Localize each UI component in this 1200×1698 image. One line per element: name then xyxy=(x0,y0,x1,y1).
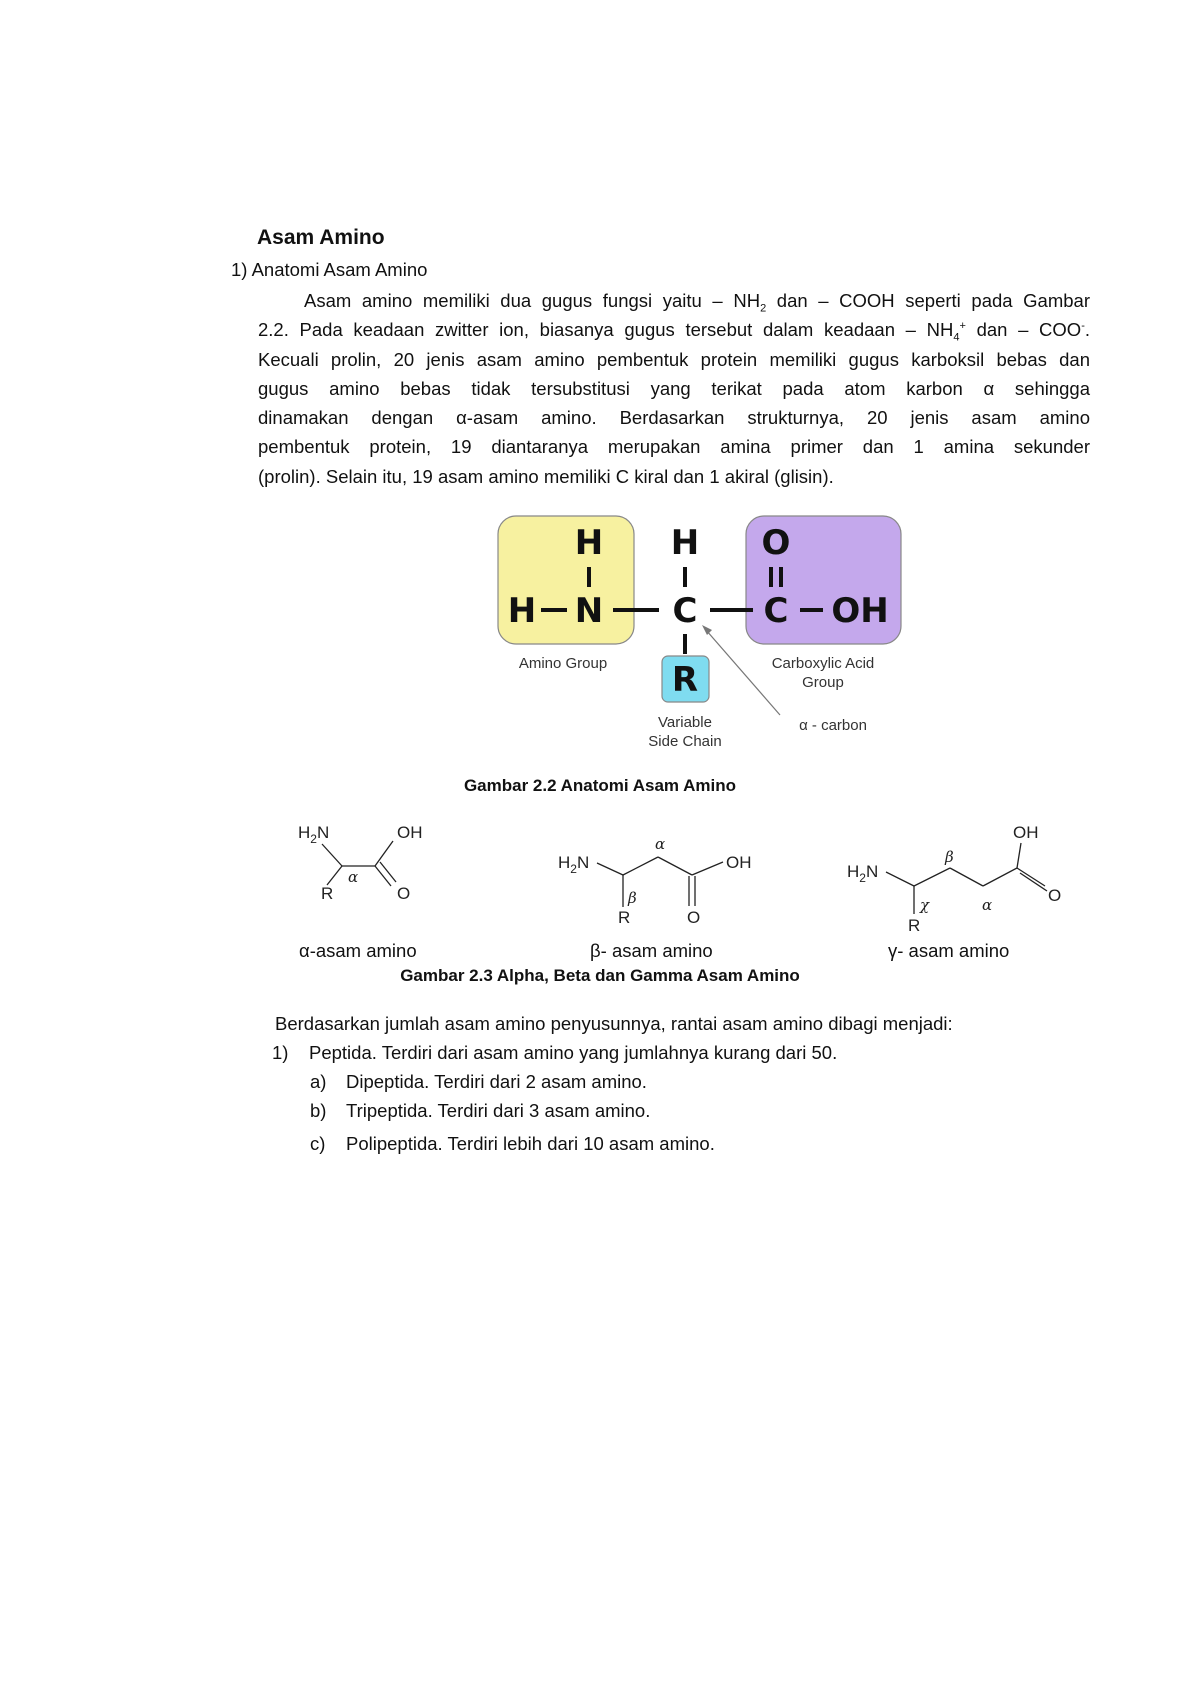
side-chain-r: R xyxy=(671,660,699,700)
amino-acid-anatomy-diagram xyxy=(493,510,913,756)
svg-text:H2N: $H_2N$ xyxy=(298,823,330,846)
beta-o: O xyxy=(687,908,701,927)
alpha-carbon-label: α - carbon xyxy=(799,717,867,734)
alpha-amino-label: α-asam amino xyxy=(299,940,417,961)
beta-amino-acid-structure xyxy=(558,835,752,927)
carboxylic-label-line2: Group xyxy=(802,674,844,691)
alpha-amino-acid-structure xyxy=(298,823,423,903)
paragraph-line-7: (prolin). Selain itu, 19 asam amino memiliki C kiral dan 1 akiral (glisin). xyxy=(258,465,834,487)
beta-r: R xyxy=(618,908,631,927)
gamma-chi-symbol: χ xyxy=(920,896,930,914)
amino-nitrogen: N xyxy=(574,591,604,631)
document-page: Asam Amino 1) Anatomi Asam Amino Asam amino memiliki dua gugus fungsi yaitu – $NH_2$ dan – COOH seperti pada Gambar 2.2. Pada keadaan zwitter ion, biasanya gugus tersebut dalam keadaan – $NH_4^+$ dan – COO-. Kecuali prolin, 20 jenis asam amino pembentuk protein memiliki gugus karboksil bebas dan gugus amino bebas tidak tersubstitusi yang terikat pada atom karbon α sehingga dinamakan dengan α-asam amino. Berdasarkan strukturnya, 20 jenis asam amino pembentuk protein, 19 diantaranya merupakan amina primer dan 1 amina sekunder (prolin). Selain itu, 19 asam amino memiliki C kiral dan 1 akiral (glisin). H H N H C O C OH R Amino Group Carboxylic Acid Group Variable Side Chain α - carbon Gambar 2.2 Anatomi Asam Amino $H_2N$ OH R O α $H_2N$ OH R O α β $H_2N$ OH O R β χ α α-asam amino β- asam amino γ- asam amino Gambar 2.3 Alpha, Beta dan Gamma Asam Amino Berdasarkan jumlah asam amino penyusunnya, rantai asam amino dibagi menjadi: 1) Peptida. Terdiri dari asam amino yang jumlahnya kurang dari 50. a) Dipeptida. Terdiri dari 2 asam amino. b) Tripeptida. Terdiri dari 3 asam amino. c) Polipeptida. Terdiri lebih dari 10 asam amino. xyxy=(0,0,1200,1698)
svg-text:H2N: $H_2N$ xyxy=(558,853,590,876)
section-title: Asam Amino xyxy=(257,226,385,249)
beta-oh: OH xyxy=(726,853,752,872)
carboxyl-carbon: C xyxy=(763,591,789,631)
alpha-beta-gamma-structures xyxy=(290,810,1090,940)
subheading: 1) Anatomi Asam Amino xyxy=(231,259,428,280)
gamma-o: O xyxy=(1048,886,1062,905)
gamma-r: R xyxy=(908,916,921,935)
variable-label-line1: Variable xyxy=(658,714,712,731)
carbonyl-oxygen: O xyxy=(761,523,791,563)
paragraph-line-5: dinamakan dengan α-asam amino. Berdasarkan strukturnya, 20 jenis asam amino xyxy=(258,407,1090,429)
hydroxyl-group: OH xyxy=(831,591,889,631)
alpha-r: R xyxy=(321,884,334,903)
list-intro: Berdasarkan jumlah asam amino penyusunnya, rantai asam amino dibagi menjadi: xyxy=(275,1013,953,1034)
beta-amino-label: β- asam amino xyxy=(590,940,713,961)
amino-group-label: Amino Group xyxy=(518,655,608,672)
body-paragraph xyxy=(258,286,1090,491)
gamma-amino-acid-structure xyxy=(847,823,1061,935)
carboxylic-label-line1: Carboxylic Acid xyxy=(771,655,875,672)
figure-2-2-caption: Gambar 2.2 Anatomi Asam Amino xyxy=(463,776,737,795)
svg-text:H2N: $H_2N$ xyxy=(847,862,879,885)
gamma-oh: OH xyxy=(1013,823,1039,842)
alpha-o: O xyxy=(397,884,411,903)
paragraph-line-6: pembentuk protein, 19 diantaranya merupakan amina primer dan 1 amina sekunder xyxy=(258,436,1090,458)
paragraph-line-1: Asam amino memiliki dua gugus fungsi yaitu – $NH_2$ dan – COOH seperti pada Gambar xyxy=(304,290,1090,315)
alpha-hydrogen: H xyxy=(670,523,700,563)
beta-alpha-symbol: α xyxy=(655,835,666,853)
paragraph-line-4: gugus amino bebas tidak tersubstitusi yang terikat pada atom karbon α sehingga xyxy=(258,377,1090,399)
gamma-amino-label: γ- asam amino xyxy=(888,940,1010,961)
variable-label-line2: Side Chain xyxy=(648,733,722,750)
amino-hydrogen-left: H xyxy=(507,591,537,631)
alpha-symbol: α xyxy=(348,868,359,886)
gamma-beta-symbol: β xyxy=(945,848,954,866)
gamma-alpha-symbol: α xyxy=(982,896,993,914)
paragraph-line-2: 2.2. Pada keadaan zwitter ion, biasanya gugus tersebut dalam keadaan – $NH_4^+$ dan – COO-. xyxy=(258,319,1091,344)
alpha-oh: OH xyxy=(397,823,423,842)
amino-hydrogen-top: H xyxy=(574,523,604,563)
beta-symbol: β xyxy=(628,889,637,907)
alpha-carbon-atom: C xyxy=(672,591,698,631)
paragraph-line-3: Kecuali prolin, 20 jenis asam amino pembentuk protein memiliki gugus karboksil bebas dan xyxy=(258,348,1090,370)
figure-2-3-caption: Gambar 2.3 Alpha, Beta dan Gamma Asam Amino xyxy=(400,966,800,985)
